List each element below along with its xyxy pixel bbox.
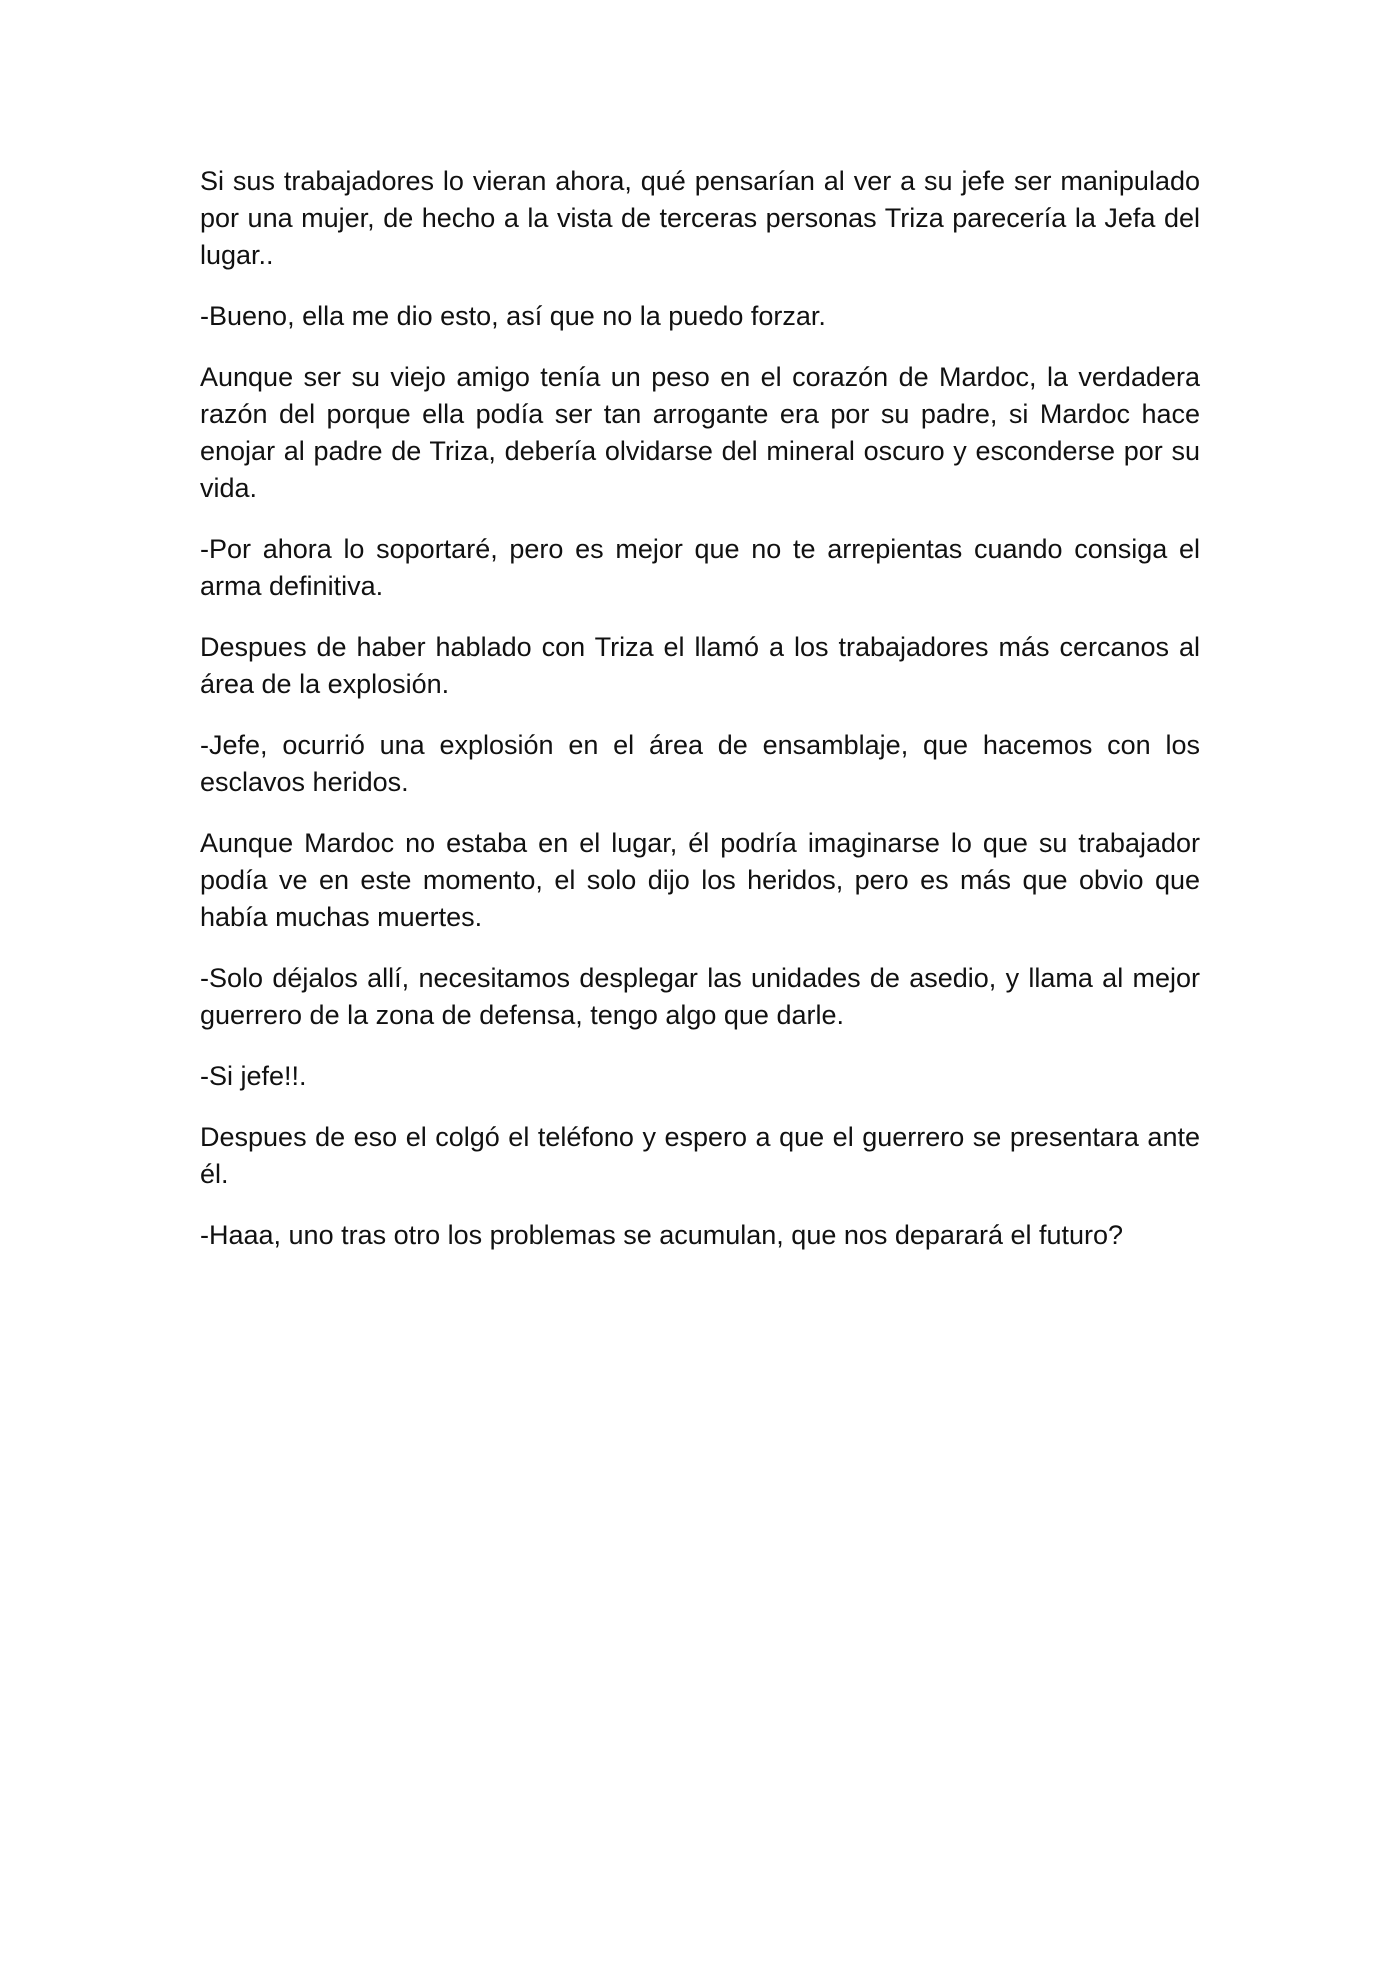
paragraph: -Bueno, ella me dio esto, así que no la puedo forzar.: [200, 301, 826, 331]
paragraph: -Si jefe!!.: [200, 1061, 307, 1091]
paragraph: -Haaa, uno tras otro los problemas se acumulan, que nos deparará el futuro?: [200, 1220, 1124, 1250]
paragraph: Aunque Mardoc no estaba en el lugar, él podría imaginarse lo que su trabajador podía ve en este momento, el solo dijo los heridos, pero es más que obvio que había muchas muertes.: [200, 828, 1200, 932]
paragraph: -Solo déjalos allí, necesitamos desplegar las unidades de asedio, y llama al mejor guerrero de la zona de defensa, tengo algo que darle.: [200, 963, 1200, 1030]
paragraph: Aunque ser su viejo amigo tenía un peso en el corazón de Mardoc, la verdadera razón del porque ella podía ser tan arrogante era por su padre, si Mardoc hace enojar al padre de Triza, debería olvidarse del mineral oscuro y esconderse por su vida.: [200, 362, 1200, 503]
document-body: [200, 163, 1200, 1278]
paragraph: Si sus trabajadores lo vieran ahora, qué pensarían al ver a su jefe ser manipulado por una mujer, de hecho a la vista de terceras personas Triza parecería la Jefa del lugar..: [200, 166, 1200, 270]
paragraph: -Jefe, ocurrió una explosión en el área de ensamblaje, que hacemos con los esclavos heridos.: [200, 730, 1200, 797]
paragraph: Despues de eso el colgó el teléfono y espero a que el guerrero se presentara ante él.: [200, 1122, 1200, 1189]
paragraph: -Por ahora lo soportaré, pero es mejor que no te arrepientas cuando consiga el arma definitiva.: [200, 534, 1200, 601]
paragraph: Despues de haber hablado con Triza el llamó a los trabajadores más cercanos al área de la explosión.: [200, 632, 1200, 699]
